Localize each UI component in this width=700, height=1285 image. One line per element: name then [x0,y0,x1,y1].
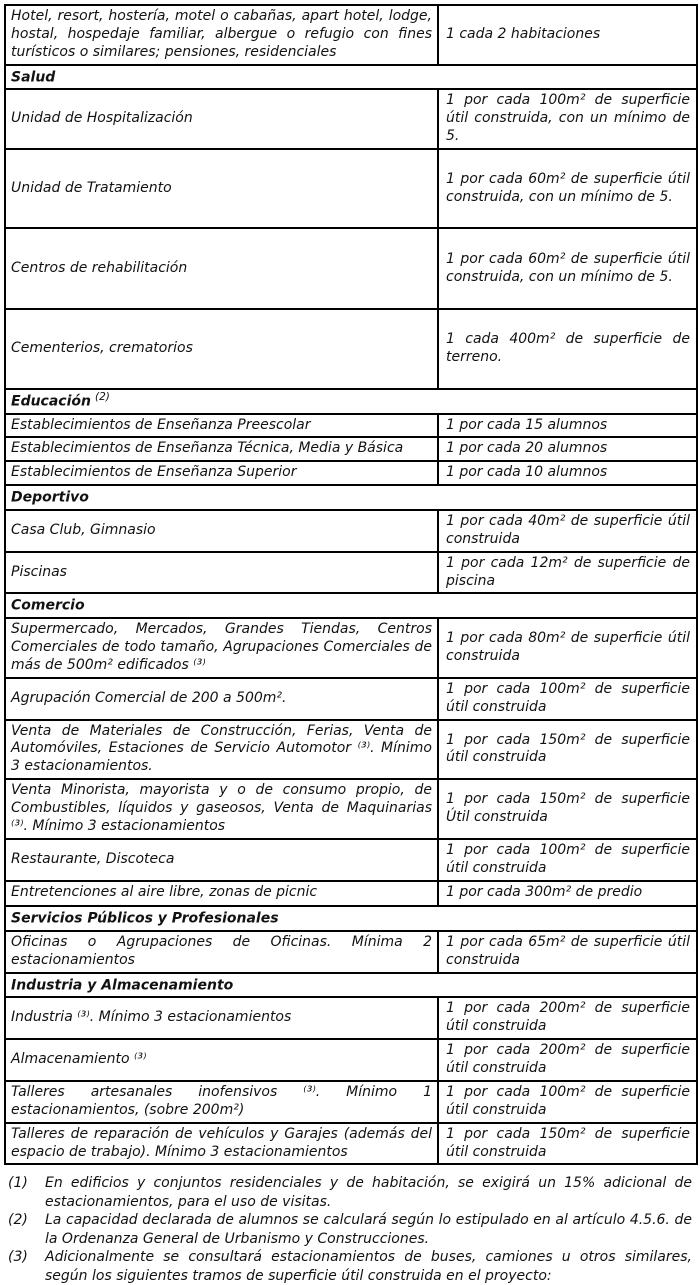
section-header-label: Industria y Almacenamiento [11,977,234,994]
use-category-cell: Cementerios, crematorios [5,309,438,389]
table-row [5,997,697,1039]
table-row [5,552,697,594]
section-header-row [5,906,697,931]
table-row [5,437,697,461]
requirement-cell: 1 por cada 150m² de superficie útil construida [438,1123,697,1165]
use-category-cell: Agrupación Comercial de 200 a 500m². [5,678,438,720]
requirement-cell: 1 por cada 15 alumnos [438,414,697,438]
section-header-cell [5,65,697,90]
table-row [5,931,697,973]
requirement-cell: 1 por cada 10 alumnos [438,461,697,485]
use-category-cell: Unidad de Tratamiento [5,149,438,228]
use-category-cell: Venta de Materiales de Construcción, Ferias, Venta de Automóviles, Estaciones de Servicio Automotor ⁽³⁾. Mínimo 3 estacionamientos. [5,720,438,780]
footnote-text: En edificios y conjuntos residenciales y de habitación, se exigirá un 15% adicional de estacionamientos, para el uso de visitas. [45,1175,692,1210]
table-row [5,881,697,906]
use-category-cell: Unidad de Hospitalización [5,89,438,149]
table-row [5,720,697,780]
requirement-cell: 1 por cada 100m² de superficie útil construida [438,839,697,881]
section-header-row [5,65,697,90]
requirement-cell: 1 por cada 100m² de superficie útil construida [438,678,697,720]
parking-requirements-table [4,4,698,1165]
section-header-row [5,389,697,414]
table-row [5,228,697,309]
section-header-row [5,973,697,998]
table-row [5,839,697,881]
section-header-label: Deportivo [11,489,89,506]
table-row [5,461,697,485]
use-category-cell: Hotel, resort, hostería, motel o cabañas, apart hotel, lodge, hostal, hospedaje familiar, albergue o refugio con fines turísticos o similares; pensiones, residenciales [5,5,438,65]
table-row [5,779,697,839]
table-row [5,414,697,438]
table-row [5,510,697,552]
section-header-cell [5,593,697,618]
use-category-cell: Centros de rehabilitación [5,228,438,309]
use-category-cell: Restaurante, Discoteca [5,839,438,881]
footnote-marker: (2) [8,1212,28,1229]
requirement-cell: 1 por cada 65m² de superficie útil construida [438,931,697,973]
use-category-cell: Piscinas [5,552,438,594]
use-category-cell: Venta Minorista, mayorista y o de consumo propio, de Combustibles, líquidos y gaseosos, Venta de Maquinarias ⁽³⁾. Mínimo 3 estacionamientos [5,779,438,839]
requirement-cell: 1 por cada 200m² de superficie útil construida [438,1039,697,1081]
footnote [8,1174,692,1211]
table-row [5,5,697,65]
table-row [5,89,697,149]
table-row [5,309,697,389]
section-header-cell [5,973,697,998]
section-header-label: Salud [11,69,56,86]
footnote-text: Adicionalmente se consultará estacionamientos de buses, camiones u otros similares, según los siguientes tramos de superficie útil construida en el proyecto: [45,1249,692,1284]
section-header-label: Servicios Públicos y Profesionales [11,910,279,927]
requirement-cell: 1 por cada 80m² de superficie útil construida [438,618,697,678]
requirement-cell: 1 por cada 200m² de superficie útil construida [438,997,697,1039]
requirement-cell: 1 por cada 40m² de superficie útil construida [438,510,697,552]
use-category-cell: Establecimientos de Enseñanza Técnica, Media y Básica [5,437,438,461]
use-category-cell: Almacenamiento ⁽³⁾ [5,1039,438,1081]
requirement-cell: 1 por cada 300m² de predio [438,881,697,906]
use-category-cell: Establecimientos de Enseñanza Superior [5,461,438,485]
section-header-label: Comercio [11,598,85,615]
section-header-note: (2) [94,391,110,403]
footnote-marker: (1) [8,1175,28,1192]
use-category-cell: Talleres artesanales inofensivos ⁽³⁾. Mínimo 1 estacionamientos, (sobre 200m²) [5,1081,438,1123]
use-category-cell: Casa Club, Gimnasio [5,510,438,552]
requirement-cell: 1 por cada 150m² de superficie Útil construida [438,779,697,839]
requirement-cell: 1 por cada 100m² de superficie útil construida, con un mínimo de 5. [438,89,697,149]
table-row [5,618,697,678]
requirement-cell: 1 cada 400m² de superficie de terreno. [438,309,697,389]
use-category-cell: Entretenciones al aire libre, zonas de picnic [5,881,438,906]
table-row [5,1081,697,1123]
footnote-text: La capacidad declarada de alumnos se calculará según lo estipulado en al artículo 4.5.6. de la Ordenanza General de Urbanismo y Construcciones. [45,1212,692,1247]
table-row [5,149,697,228]
requirement-cell: 1 por cada 100m² de superficie útil construida [438,1081,697,1123]
table-row [5,678,697,720]
use-category-cell: Industria ⁽³⁾. Mínimo 3 estacionamientos [5,997,438,1039]
requirement-cell: 1 por cada 20 alumnos [438,437,697,461]
table-row [5,1039,697,1081]
use-category-cell: Establecimientos de Enseñanza Preescolar [5,414,438,438]
use-category-cell: Oficinas o Agrupaciones de Oficinas. Mínima 2 estacionamientos [5,931,438,973]
requirement-cell: 1 por cada 12m² de superficie de piscina [438,552,697,594]
requirement-cell: 1 por cada 60m² de superficie útil construida, con un mínimo de 5. [438,149,697,228]
footnote [8,1211,692,1248]
requirement-cell: 1 por cada 60m² de superficie útil construida, con un mínimo de 5. [438,228,697,309]
section-header-row [5,485,697,510]
requirement-cell: 1 por cada 150m² de superficie útil construida [438,720,697,780]
use-category-cell: Supermercado, Mercados, Grandes Tiendas, Centros Comerciales de todo tamaño, Agrupaciones Comerciales de más de 500m² edificados ⁽³⁾ [5,618,438,678]
footnote-marker: (3) [8,1249,28,1266]
section-header-row [5,593,697,618]
requirement-cell: 1 cada 2 habitaciones [438,5,697,65]
section-header-cell [5,906,697,931]
use-category-cell: Talleres de reparación de vehículos y Garajes (además del espacio de trabajo). Mínimo 3 estacionamientos [5,1123,438,1165]
footnotes [8,1174,692,1285]
table-row [5,1123,697,1165]
footnote [8,1248,692,1285]
section-header-label: Educación [11,393,91,410]
section-header-cell [5,389,697,414]
section-header-cell [5,485,697,510]
